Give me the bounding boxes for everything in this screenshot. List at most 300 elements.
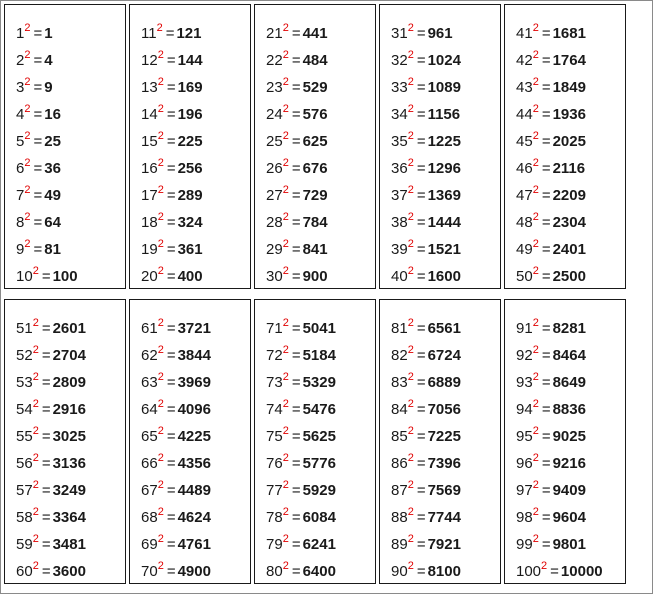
base-number: 63 bbox=[141, 374, 158, 391]
base-number: 85 bbox=[391, 428, 408, 445]
square-value: 1681 bbox=[552, 25, 586, 42]
equals-sign: = bbox=[291, 79, 301, 96]
square-entry bbox=[266, 450, 336, 477]
block-61-to-70 bbox=[129, 299, 251, 584]
base-number: 54 bbox=[16, 401, 33, 418]
square-entry bbox=[516, 209, 586, 236]
equals-sign: = bbox=[33, 133, 43, 150]
square-value: 784 bbox=[302, 214, 328, 231]
base-number: 78 bbox=[266, 509, 283, 526]
exponent: 2 bbox=[532, 76, 539, 88]
exponent: 2 bbox=[407, 211, 414, 223]
square-entry bbox=[16, 182, 78, 209]
exponent: 2 bbox=[157, 49, 164, 61]
base-number: 24 bbox=[266, 106, 283, 123]
square-entry bbox=[266, 369, 336, 396]
square-entry bbox=[266, 101, 328, 128]
square-entry bbox=[16, 504, 86, 531]
equals-sign: = bbox=[166, 79, 176, 96]
exponent: 2 bbox=[532, 265, 539, 277]
square-value: 8100 bbox=[427, 563, 461, 580]
exponent: 2 bbox=[407, 157, 414, 169]
square-value: 961 bbox=[427, 25, 453, 42]
exponent: 2 bbox=[157, 317, 164, 329]
equals-sign: = bbox=[416, 536, 426, 553]
exponent: 2 bbox=[32, 265, 39, 277]
base-number: 43 bbox=[516, 79, 533, 96]
square-entry bbox=[266, 182, 328, 209]
square-value: 6724 bbox=[427, 347, 461, 364]
base-number: 39 bbox=[391, 241, 408, 258]
equals-sign: = bbox=[166, 563, 176, 580]
square-entry bbox=[516, 47, 586, 74]
square-value: 841 bbox=[302, 241, 328, 258]
square-entry bbox=[16, 263, 78, 290]
equals-sign: = bbox=[33, 187, 43, 204]
square-value: 289 bbox=[177, 187, 203, 204]
square-value: 100 bbox=[52, 268, 78, 285]
equals-sign: = bbox=[541, 320, 551, 337]
equals-sign: = bbox=[416, 241, 426, 258]
equals-sign: = bbox=[416, 509, 426, 526]
base-number: 60 bbox=[16, 563, 33, 580]
equals-sign: = bbox=[166, 320, 176, 337]
square-value: 2304 bbox=[552, 214, 586, 231]
exponent: 2 bbox=[532, 157, 539, 169]
exponent: 2 bbox=[157, 76, 164, 88]
square-entry bbox=[266, 396, 336, 423]
equals-sign: = bbox=[291, 347, 301, 364]
equals-sign: = bbox=[166, 52, 176, 69]
square-value: 2809 bbox=[52, 374, 86, 391]
equals-sign: = bbox=[291, 374, 301, 391]
base-number: 83 bbox=[391, 374, 408, 391]
exponent: 2 bbox=[24, 211, 31, 223]
square-value: 729 bbox=[302, 187, 328, 204]
square-entry bbox=[141, 342, 211, 369]
square-value: 2209 bbox=[552, 187, 586, 204]
base-number: 67 bbox=[141, 482, 158, 499]
exponent: 2 bbox=[32, 479, 39, 491]
equals-sign: = bbox=[541, 133, 551, 150]
exponent: 2 bbox=[282, 560, 289, 572]
equals-sign: = bbox=[416, 25, 426, 42]
square-entry bbox=[266, 423, 336, 450]
exponent: 2 bbox=[282, 398, 289, 410]
base-number: 97 bbox=[516, 482, 533, 499]
base-number: 37 bbox=[391, 187, 408, 204]
square-entry bbox=[141, 101, 203, 128]
equals-sign: = bbox=[416, 187, 426, 204]
equals-sign: = bbox=[166, 160, 176, 177]
square-entry bbox=[16, 423, 86, 450]
base-number: 76 bbox=[266, 455, 283, 472]
square-value: 10000 bbox=[560, 563, 603, 580]
equals-sign: = bbox=[416, 320, 426, 337]
equals-sign: = bbox=[291, 187, 301, 204]
square-entry bbox=[16, 155, 78, 182]
base-number: 20 bbox=[141, 268, 158, 285]
square-value: 2401 bbox=[552, 241, 586, 258]
base-number: 91 bbox=[516, 320, 533, 337]
base-number: 7 bbox=[16, 187, 25, 204]
exponent: 2 bbox=[282, 265, 289, 277]
exponent: 2 bbox=[532, 479, 539, 491]
base-number: 12 bbox=[141, 52, 158, 69]
base-number: 44 bbox=[516, 106, 533, 123]
equals-sign: = bbox=[416, 347, 426, 364]
equals-sign: = bbox=[166, 241, 176, 258]
square-entry bbox=[391, 47, 461, 74]
base-number: 9 bbox=[16, 241, 25, 258]
exponent: 2 bbox=[532, 506, 539, 518]
square-entry bbox=[141, 396, 211, 423]
base-number: 71 bbox=[266, 320, 283, 337]
exponent: 2 bbox=[407, 49, 414, 61]
square-entry bbox=[141, 450, 211, 477]
equals-sign: = bbox=[291, 401, 301, 418]
base-number: 70 bbox=[141, 563, 158, 580]
square-entry bbox=[516, 423, 603, 450]
base-number: 88 bbox=[391, 509, 408, 526]
exponent: 2 bbox=[157, 184, 164, 196]
square-value: 4624 bbox=[177, 509, 211, 526]
base-number: 98 bbox=[516, 509, 533, 526]
square-value: 4489 bbox=[177, 482, 211, 499]
square-value: 400 bbox=[177, 268, 203, 285]
square-entry bbox=[16, 101, 78, 128]
base-number: 99 bbox=[516, 536, 533, 553]
exponent: 2 bbox=[24, 157, 31, 169]
exponent: 2 bbox=[24, 22, 31, 34]
square-value: 5929 bbox=[302, 482, 336, 499]
equals-sign: = bbox=[33, 52, 43, 69]
exponent: 2 bbox=[532, 533, 539, 545]
exponent: 2 bbox=[157, 452, 164, 464]
exponent: 2 bbox=[532, 317, 539, 329]
exponent: 2 bbox=[282, 76, 289, 88]
square-value: 6889 bbox=[427, 374, 461, 391]
exponent: 2 bbox=[407, 533, 414, 545]
square-entry bbox=[391, 450, 461, 477]
base-number: 41 bbox=[516, 25, 533, 42]
exponent: 2 bbox=[407, 371, 414, 383]
exponent: 2 bbox=[532, 344, 539, 356]
base-number: 25 bbox=[266, 133, 283, 150]
square-value: 5184 bbox=[302, 347, 336, 364]
exponent: 2 bbox=[24, 103, 31, 115]
square-value: 3025 bbox=[52, 428, 86, 445]
exponent: 2 bbox=[32, 560, 39, 572]
equals-sign: = bbox=[541, 106, 551, 123]
square-entry bbox=[391, 20, 461, 47]
square-value: 6561 bbox=[427, 320, 461, 337]
square-entry bbox=[266, 315, 336, 342]
base-number: 16 bbox=[141, 160, 158, 177]
square-value: 625 bbox=[302, 133, 328, 150]
square-entry bbox=[516, 531, 603, 558]
square-entry bbox=[516, 101, 586, 128]
square-value: 121 bbox=[176, 25, 202, 42]
square-entry bbox=[391, 396, 461, 423]
base-number: 33 bbox=[391, 79, 408, 96]
equals-sign: = bbox=[166, 106, 176, 123]
exponent: 2 bbox=[157, 479, 164, 491]
square-entry bbox=[16, 342, 86, 369]
equals-sign: = bbox=[291, 563, 301, 580]
square-value: 1521 bbox=[427, 241, 461, 258]
equals-sign: = bbox=[416, 160, 426, 177]
equals-sign: = bbox=[291, 133, 301, 150]
square-entry bbox=[266, 209, 328, 236]
base-number: 82 bbox=[391, 347, 408, 364]
exponent: 2 bbox=[157, 130, 164, 142]
base-number: 79 bbox=[266, 536, 283, 553]
equals-sign: = bbox=[41, 455, 51, 472]
base-number: 62 bbox=[141, 347, 158, 364]
square-entry bbox=[141, 263, 203, 290]
square-entry bbox=[391, 155, 461, 182]
square-value: 6400 bbox=[302, 563, 336, 580]
equals-sign: = bbox=[416, 374, 426, 391]
base-number: 89 bbox=[391, 536, 408, 553]
block-31-to-40 bbox=[379, 4, 501, 289]
square-entry bbox=[141, 128, 203, 155]
equals-sign: = bbox=[166, 428, 176, 445]
equals-sign: = bbox=[541, 79, 551, 96]
base-number: 75 bbox=[266, 428, 283, 445]
equals-sign: = bbox=[41, 268, 51, 285]
square-entry bbox=[516, 396, 603, 423]
exponent: 2 bbox=[282, 506, 289, 518]
block-1-to-10 bbox=[4, 4, 126, 289]
exponent: 2 bbox=[32, 317, 39, 329]
square-value: 2704 bbox=[52, 347, 86, 364]
exponent: 2 bbox=[157, 506, 164, 518]
base-number: 4 bbox=[16, 106, 25, 123]
base-number: 48 bbox=[516, 214, 533, 231]
square-value: 2916 bbox=[52, 401, 86, 418]
square-value: 361 bbox=[177, 241, 203, 258]
square-value: 225 bbox=[177, 133, 203, 150]
equals-sign: = bbox=[166, 187, 176, 204]
equals-sign: = bbox=[41, 401, 51, 418]
base-number: 30 bbox=[266, 268, 283, 285]
equals-sign: = bbox=[166, 482, 176, 499]
square-entry bbox=[391, 342, 461, 369]
equals-sign: = bbox=[416, 563, 426, 580]
square-entry bbox=[266, 504, 336, 531]
base-number: 69 bbox=[141, 536, 158, 553]
exponent: 2 bbox=[282, 211, 289, 223]
equals-sign: = bbox=[291, 106, 301, 123]
exponent: 2 bbox=[157, 157, 164, 169]
exponent: 2 bbox=[282, 130, 289, 142]
square-entry bbox=[391, 263, 461, 290]
square-value: 9 bbox=[44, 79, 53, 96]
square-value: 1936 bbox=[552, 106, 586, 123]
square-value: 16 bbox=[44, 106, 61, 123]
equals-sign: = bbox=[291, 428, 301, 445]
equals-sign: = bbox=[541, 509, 551, 526]
square-value: 64 bbox=[44, 214, 61, 231]
square-value: 3844 bbox=[177, 347, 211, 364]
exponent: 2 bbox=[32, 533, 39, 545]
exponent: 2 bbox=[282, 184, 289, 196]
square-entry bbox=[516, 74, 586, 101]
square-value: 2601 bbox=[52, 320, 86, 337]
square-entry bbox=[391, 74, 461, 101]
equals-sign: = bbox=[33, 160, 43, 177]
square-entry bbox=[16, 128, 78, 155]
square-value: 1 bbox=[44, 25, 53, 42]
square-entry bbox=[391, 369, 461, 396]
square-entry bbox=[16, 74, 78, 101]
square-value: 7569 bbox=[427, 482, 461, 499]
exponent: 2 bbox=[24, 238, 31, 250]
equals-sign: = bbox=[541, 52, 551, 69]
base-number: 31 bbox=[391, 25, 408, 42]
square-value: 256 bbox=[177, 160, 203, 177]
square-value: 7744 bbox=[427, 509, 461, 526]
equals-sign: = bbox=[416, 428, 426, 445]
equals-sign: = bbox=[291, 25, 301, 42]
square-value: 324 bbox=[177, 214, 203, 231]
base-number: 46 bbox=[516, 160, 533, 177]
square-entry bbox=[516, 182, 586, 209]
square-entry bbox=[391, 315, 461, 342]
exponent: 2 bbox=[282, 22, 289, 34]
square-value: 4225 bbox=[177, 428, 211, 445]
equals-sign: = bbox=[166, 401, 176, 418]
block-81-to-90 bbox=[379, 299, 501, 584]
exponent: 2 bbox=[24, 184, 31, 196]
base-number: 100 bbox=[516, 563, 542, 580]
equals-sign: = bbox=[541, 428, 551, 445]
equals-sign: = bbox=[166, 347, 176, 364]
square-value: 9604 bbox=[552, 509, 586, 526]
square-value: 2500 bbox=[552, 268, 586, 285]
square-value: 1764 bbox=[552, 52, 586, 69]
block-51-to-60 bbox=[4, 299, 126, 584]
exponent: 2 bbox=[407, 317, 414, 329]
square-value: 25 bbox=[44, 133, 61, 150]
exponent: 2 bbox=[282, 317, 289, 329]
square-value: 7056 bbox=[427, 401, 461, 418]
equals-sign: = bbox=[541, 268, 551, 285]
base-number: 53 bbox=[16, 374, 33, 391]
base-number: 86 bbox=[391, 455, 408, 472]
exponent: 2 bbox=[32, 425, 39, 437]
equals-sign: = bbox=[166, 268, 176, 285]
square-value: 4096 bbox=[177, 401, 211, 418]
exponent: 2 bbox=[407, 184, 414, 196]
exponent: 2 bbox=[157, 533, 164, 545]
square-entry bbox=[16, 558, 86, 585]
exponent: 2 bbox=[24, 130, 31, 142]
square-value: 3721 bbox=[177, 320, 211, 337]
square-value: 3364 bbox=[52, 509, 86, 526]
square-value: 4761 bbox=[177, 536, 211, 553]
base-number: 95 bbox=[516, 428, 533, 445]
exponent: 2 bbox=[532, 371, 539, 383]
exponent: 2 bbox=[407, 398, 414, 410]
square-value: 1225 bbox=[427, 133, 461, 150]
exponent: 2 bbox=[532, 452, 539, 464]
square-value: 5625 bbox=[302, 428, 336, 445]
block-11-to-20 bbox=[129, 4, 251, 289]
exponent: 2 bbox=[157, 425, 164, 437]
square-value: 81 bbox=[44, 241, 61, 258]
base-number: 32 bbox=[391, 52, 408, 69]
square-entry bbox=[391, 101, 461, 128]
base-number: 64 bbox=[141, 401, 158, 418]
square-entry bbox=[16, 369, 86, 396]
equals-sign: = bbox=[416, 106, 426, 123]
square-entry bbox=[266, 20, 328, 47]
square-value: 5776 bbox=[302, 455, 336, 472]
equals-sign: = bbox=[416, 214, 426, 231]
base-number: 94 bbox=[516, 401, 533, 418]
exponent: 2 bbox=[407, 76, 414, 88]
equals-sign: = bbox=[541, 214, 551, 231]
base-number: 47 bbox=[516, 187, 533, 204]
square-entry bbox=[516, 450, 603, 477]
squares-row-1-to-50 bbox=[1, 1, 652, 292]
square-value: 3481 bbox=[52, 536, 86, 553]
exponent: 2 bbox=[407, 344, 414, 356]
base-number: 74 bbox=[266, 401, 283, 418]
square-value: 7396 bbox=[427, 455, 461, 472]
exponent: 2 bbox=[282, 238, 289, 250]
square-value: 441 bbox=[302, 25, 328, 42]
square-value: 144 bbox=[177, 52, 203, 69]
square-value: 3600 bbox=[52, 563, 86, 580]
base-number: 45 bbox=[516, 133, 533, 150]
square-value: 9409 bbox=[552, 482, 586, 499]
equals-sign: = bbox=[33, 241, 43, 258]
square-value: 1156 bbox=[427, 106, 461, 123]
base-number: 55 bbox=[16, 428, 33, 445]
base-number: 56 bbox=[16, 455, 33, 472]
square-entry bbox=[516, 263, 586, 290]
square-entry bbox=[141, 477, 211, 504]
square-entry bbox=[141, 182, 203, 209]
equals-sign: = bbox=[541, 374, 551, 391]
base-number: 93 bbox=[516, 374, 533, 391]
base-number: 19 bbox=[141, 241, 158, 258]
equals-sign: = bbox=[541, 401, 551, 418]
equals-sign: = bbox=[291, 268, 301, 285]
base-number: 58 bbox=[16, 509, 33, 526]
square-entry bbox=[266, 342, 336, 369]
square-entry bbox=[391, 236, 461, 263]
exponent: 2 bbox=[282, 103, 289, 115]
equals-sign: = bbox=[416, 455, 426, 472]
base-number: 28 bbox=[266, 214, 283, 231]
square-entry bbox=[391, 531, 461, 558]
base-number: 73 bbox=[266, 374, 283, 391]
equals-sign: = bbox=[416, 133, 426, 150]
equals-sign: = bbox=[166, 374, 176, 391]
exponent: 2 bbox=[282, 452, 289, 464]
equals-sign: = bbox=[291, 536, 301, 553]
square-entry bbox=[141, 315, 211, 342]
square-value: 8281 bbox=[552, 320, 586, 337]
square-entry bbox=[16, 396, 86, 423]
exponent: 2 bbox=[407, 425, 414, 437]
base-number: 5 bbox=[16, 133, 25, 150]
